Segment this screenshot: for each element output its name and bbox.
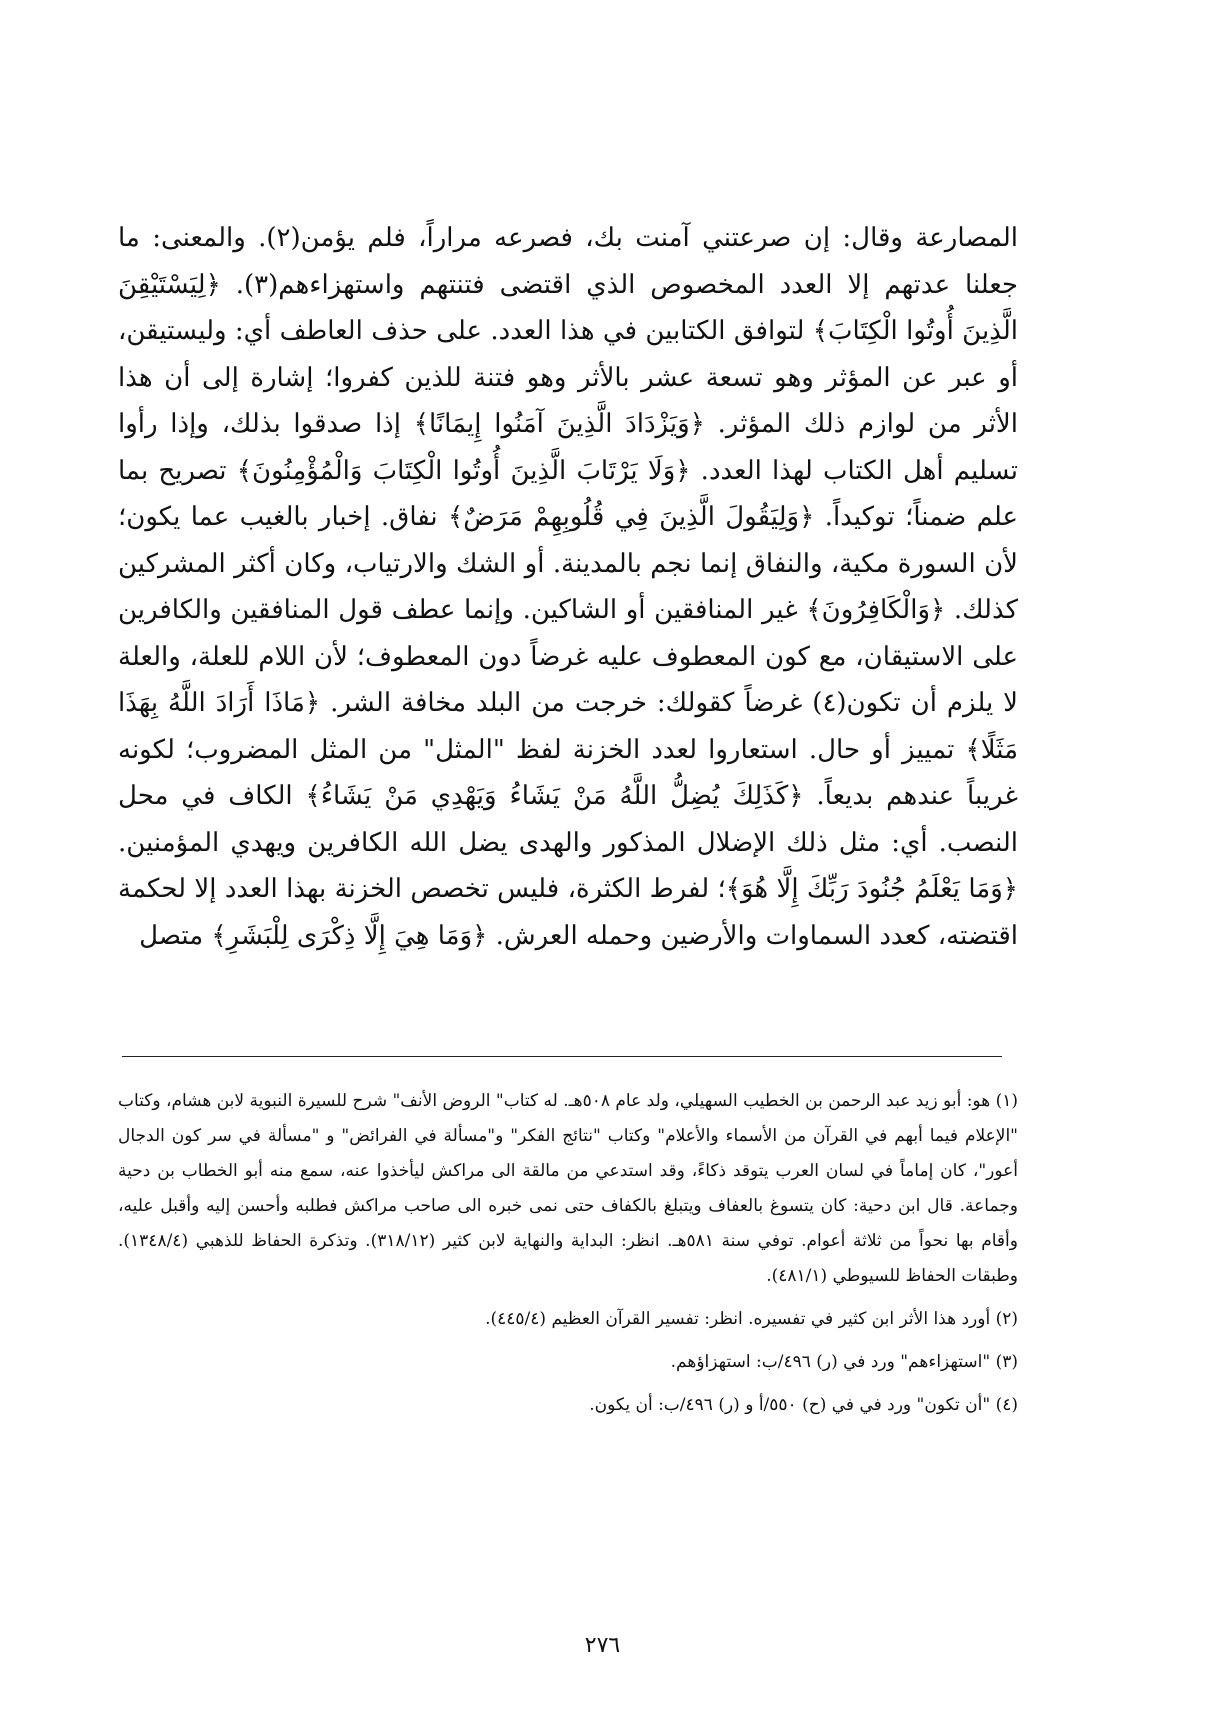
footnote-2: (٢) أورد هذا الأثر ابن كثير في تفسيره. انظر: تفسير القرآن العظيم (٤٤٥/٤). [485,1309,1018,1329]
main-text-block [118,215,1018,959]
footnote-4: (٤) "أن تكون" ورد في في (ح) ٥٥٠/أ و (ر) ٤٩٦/ب: أن يكون. [589,1395,1018,1415]
footnote-1: (١) هو: أبو زيد عبد الرحمن بن الخطيب السهيلي، ولد عام ٥٠٨هـ. له كتاب" الروض الأنف" شرح للسيرة النبوية لابن هشام، وكتاب "الإعلام فيما أبهم في القرآن من الأسماء والأعلام" وكتاب "نتائج الفكر" و"مسألة في الفرائض" و "مسألة في سر كون الدجال أعور"، كان إماماً في لسان العرب يتوقد ذكاءً، وقد استدعي من مالقة الى مراكش ليأخذوا عنه، سمع منه أبو الخطاب بن دحية وجماعة. قال ابن دحية: كان يتسوغ بالعفاف ويتبلغ بالكفاف حتى نمى خبره الى صاحب مراكش فطلبه وأحسن إليه وأقبل عليه، وأقام بها نحواً من ثلاثة أعوام. توفي سنة ٥٨١هـ. انظر: البداية والنهاية لابن كثير (٣١٨/١٢). وتذكرة الحفاظ للذهبي (١٣٤٨/٤). وطبقات الحفاظ للسيوطي (٤٨١/١). [117,1091,1018,1286]
footnote-separator [122,1056,1002,1057]
main-paragraph: المصارعة وقال: إن صرعتني آمنت بك، فصرعه مراراً، فلم يؤمن(٢). والمعنى: ما جعلنا عدتهم إلا العدد المخصوص الذي اقتضى فتنتهم واستهزاءهم(٣). ﴿لِيَسْتَيْقِنَ الَّذِينَ أُوتُوا الْكِتَابَ﴾ لتوافق الكتابين في هذا العدد. على حذف العاطف أي: وليستيقن، أو عبر عن المؤثر وهو تسعة عشر بالأثر وهو فتنة للذين كفروا؛ إشارة إلى أن هذا الأثر من لوازم ذلك المؤثر. ﴿وَيَزْدَادَ الَّذِينَ آمَنُوا إِيمَانًا﴾ إذا صدقوا بذلك، وإذا رأوا تسليم أهل الكتاب لهذا العدد. ﴿وَلَا يَرْتَابَ الَّذِينَ أُوتُوا الْكِتَابَ وَالْمُؤْمِنُونَ﴾ تصريح بما علم ضمناً؛ توكيداً. ﴿وَلِيَقُولَ الَّذِينَ فِي قُلُوبِهِمْ مَرَضٌ﴾ نفاق. إخبار بالغيب عما يكون؛ لأن السورة مكية، والنفاق إنما نجم بالمدينة. أو الشك والارتياب، وكان أكثر المشركين كذلك. ﴿وَالْكَافِرُونَ﴾ غير المنافقين أو الشاكين. وإنما عطف قول المنافقين والكافرين على الاستيقان، مع كون المعطوف عليه غرضاً دون المعطوف؛ لأن اللام للعلة، والعلة لا يلزم أن تكون(٤) غرضاً كقولك: خرجت من البلد مخافة الشر. ﴿مَاذَا أَرَادَ اللَّهُ بِهَذَا مَثَلًا﴾ تمييز أو حال. استعاروا لعدد الخزنة لفظ "المثل" من المثل المضروب؛ لكونه غريباً عندهم بديعاً. ﴿كَذَلِكَ يُضِلُّ اللَّهُ مَنْ يَشَاءُ وَيَهْدِي مَنْ يَشَاءُ﴾ الكاف في محل النصب. أي: مثل ذلك الإضلال المذكور والهدى يضل الله الكافرين ويهدي المؤمنين. ﴿وَمَا يَعْلَمُ جُنُودَ رَبِّكَ إِلَّا هُوَ﴾؛ لفرط الكثرة، فليس تخصص الخزنة بهذا العدد إلا لحكمة اقتضته، كعدد السماوات والأرضين وحمله العرش. ﴿وَمَا هِيَ إِلَّا ذِكْرَى لِلْبَشَرِ﴾ متصل [118,223,1018,951]
footnote-3: (٣) "استهزاءهم" ورد في (ر) ٤٩٦/ب: استهزاؤهم. [670,1352,1018,1372]
page-number: ٢٧٦ [584,1633,621,1658]
footnotes-block [118,1084,1018,1423]
